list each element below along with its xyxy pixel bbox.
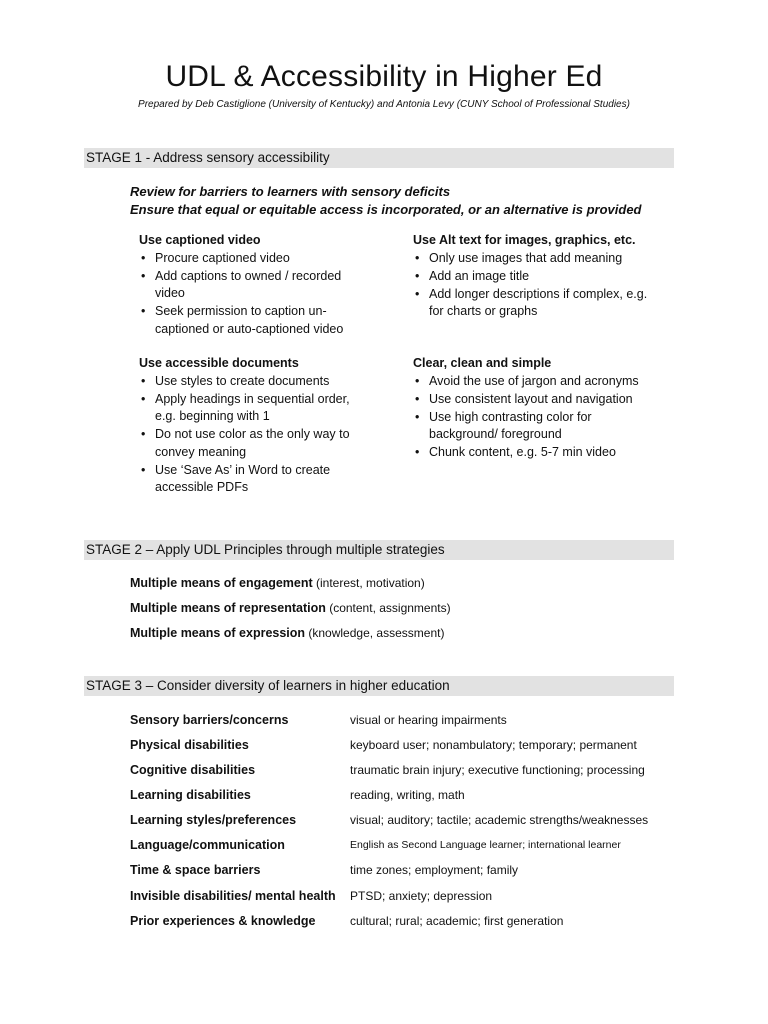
list-item: • Only use images that add meaning: [413, 250, 663, 268]
row-label: Sensory barriers/concerns: [130, 713, 289, 727]
list-item: • Apply headings in sequential order, e.g. beginning with 1: [139, 391, 369, 426]
stage-1-heading: STAGE 1 - Address sensory accessibility: [84, 148, 674, 168]
list-item: • Use consistent layout and navigation: [413, 391, 648, 409]
table-row: [130, 838, 690, 858]
alt-text-block: [413, 232, 663, 321]
row-label: Language/communication: [130, 838, 285, 852]
list-item: • Chunk content, e.g. 5-7 min video: [413, 444, 648, 462]
row-label: Invisible disabilities/ mental health: [130, 889, 336, 903]
row-value: traumatic brain injury; executive functioning; processing: [350, 763, 645, 777]
table-row: [130, 713, 690, 733]
document-subtitle: Prepared by Deb Castiglione (University of Kentucky) and Antonia Levy (CUNY School of Professional Studies): [138, 99, 630, 110]
stage-1-intro-line-1: Review for barriers to learners with sensory deficits: [130, 184, 451, 199]
block-heading: Use accessible documents: [139, 356, 299, 370]
row-label: Learning disabilities: [130, 788, 251, 802]
row-value: keyboard user; nonambulatory; temporary; permanent: [350, 738, 637, 752]
row-value: visual; auditory; tactile; academic strengths/weaknesses: [350, 813, 649, 827]
row-value: PTSD; anxiety; depression: [350, 889, 493, 903]
list-item: • Add an image title: [413, 268, 663, 286]
row-value: cultural; rural; academic; first generation: [350, 914, 564, 928]
list-item: • Use styles to create documents: [139, 373, 369, 391]
block-heading: Use Alt text for images, graphics, etc.: [413, 233, 636, 247]
table-row: [130, 788, 690, 808]
row-label: Physical disabilities: [130, 738, 249, 752]
principle-note: (content, assignments): [325, 601, 451, 615]
principle-label: Multiple means of expression: [130, 626, 306, 640]
row-label: Learning styles/preferences: [130, 813, 297, 827]
row-value: English as Second Language learner; international learner: [350, 839, 621, 851]
stage-3-heading: STAGE 3 – Consider diversity of learners in higher education: [84, 676, 674, 696]
table-row: [130, 813, 690, 833]
list-item: • Add captions to owned / recorded video: [139, 268, 369, 303]
list-item: • Procure captioned video: [139, 250, 369, 268]
principle-engagement: [130, 576, 425, 590]
principle-label: Multiple means of representation: [130, 601, 326, 615]
table-row: [130, 889, 690, 909]
accessible-documents-block: [139, 355, 369, 497]
table-row: [130, 863, 690, 883]
row-value: visual or hearing impairments: [350, 713, 507, 727]
list-item: • Seek permission to caption un-captioned or auto-captioned video: [139, 303, 369, 338]
row-value: time zones; employment; family: [350, 863, 519, 877]
list-item: • Do not use color as the only way to convey meaning: [139, 426, 369, 461]
table-row: [130, 763, 690, 783]
list-item: • Add longer descriptions if complex, e.g. for charts or graphs: [413, 286, 663, 321]
row-label: Prior experiences & knowledge: [130, 914, 316, 928]
stage-1-intro-line-2: Ensure that equal or equitable access is incorporated, or an alternative is provided: [130, 202, 642, 217]
clear-clean-simple-block: [413, 355, 648, 462]
table-row: [130, 738, 690, 758]
list-item: • Use ‘Save As’ in Word to create accessible PDFs: [139, 462, 369, 497]
document-title: UDL & Accessibility in Higher Ed: [165, 60, 603, 93]
row-label: Time & space barriers: [130, 863, 261, 877]
principle-expression: [130, 626, 444, 640]
block-heading: Use captioned video: [139, 233, 261, 247]
table-row: [130, 914, 690, 934]
row-label: Cognitive disabilities: [130, 763, 256, 777]
principle-label: Multiple means of engagement: [130, 576, 313, 590]
stage-2-heading: STAGE 2 – Apply UDL Principles through multiple strategies: [84, 540, 674, 560]
row-value: reading, writing, math: [350, 788, 465, 802]
block-heading: Clear, clean and simple: [413, 356, 552, 370]
principle-note: (knowledge, assessment): [305, 626, 445, 640]
list-item: • Use high contrasting color for background/ foreground: [413, 409, 648, 444]
principle-note: (interest, motivation): [312, 576, 425, 590]
list-item: • Avoid the use of jargon and acronyms: [413, 373, 648, 391]
principle-representation: [130, 601, 451, 615]
captioned-video-block: [139, 232, 369, 338]
